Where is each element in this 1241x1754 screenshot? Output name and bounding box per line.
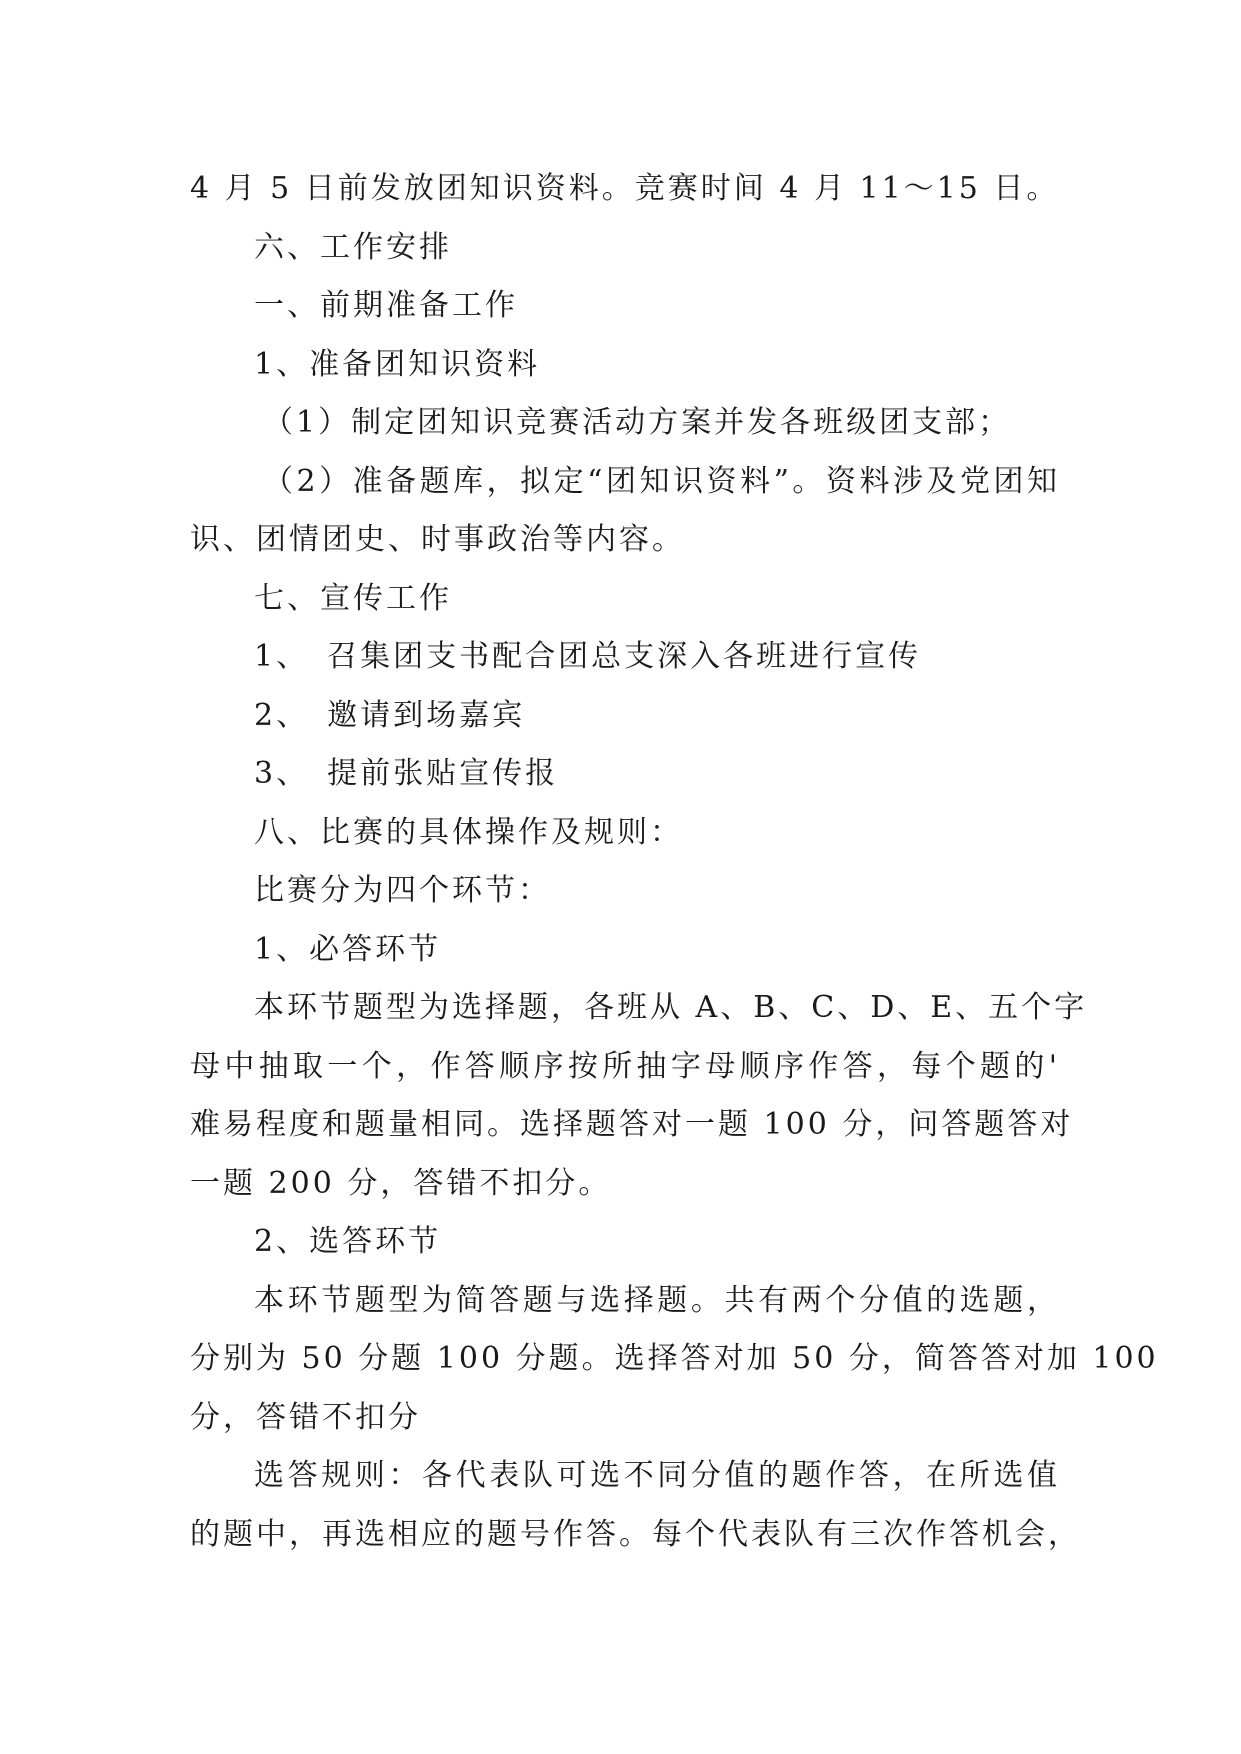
section-heading: 六、工作安排 [254,229,452,265]
paragraph-line: 本环节题型为选择题，各班从 A、B、C、D、E、五个字 [254,990,1088,1025]
paragraph-line: 母中抽取一个，作答顺序按所抽字母顺序作答，每个题的' [190,1048,1060,1084]
text-line: 4 月 5 日前发放团知识资料。竞赛时间 4 月 11～15 日。 [190,171,1060,206]
list-item: 1、准备团知识资料 [254,346,541,382]
list-item: 3、 提前张贴宣传报 [254,756,559,791]
list-item: （1）制定团知识竞赛活动方案并发各班级团支部； [263,405,1012,440]
paragraph-line: 本环节题型为简答题与选择题。共有两个分值的选题， [254,1282,1060,1318]
subsection-heading: 1、必答环节 [254,931,442,967]
text-line: 比赛分为四个环节： [254,873,551,908]
section-heading: 七、宣传工作 [254,580,452,616]
list-item: （2）准备题库，拟定“团知识资料”。资料涉及党团知 [263,463,1060,499]
list-item: 1、 召集团支书配合团总支深入各班进行宣传 [254,639,922,674]
text-line: 识、团情团史、时事政治等内容。 [190,522,685,557]
paragraph-line: 分，答错不扣分 [190,1399,421,1435]
paragraph-line: 的题中，再选相应的题号作答。每个代表队有三次作答机会， [190,1516,1081,1552]
paragraph-line: 难易程度和题量相同。选择题答对一题 100 分，问答题答对 [190,1107,1074,1142]
paragraph-line: 分别为 50 分题 100 分题。选择答对加 50 分，简答答对加 100 [190,1341,1159,1376]
list-item: 2、 邀请到场嘉宾 [254,697,526,733]
paragraph-line: 选答规则：各代表队可选不同分值的题作答，在所选值 [254,1458,1060,1493]
subsection-heading: 2、选答环节 [254,1224,442,1259]
section-heading: 八、比赛的具体操作及规则： [254,814,683,850]
paragraph-line: 一题 200 分，答错不扣分。 [190,1165,612,1201]
subsection-heading: 一、前期准备工作 [254,288,518,323]
document-body [190,160,1159,1564]
